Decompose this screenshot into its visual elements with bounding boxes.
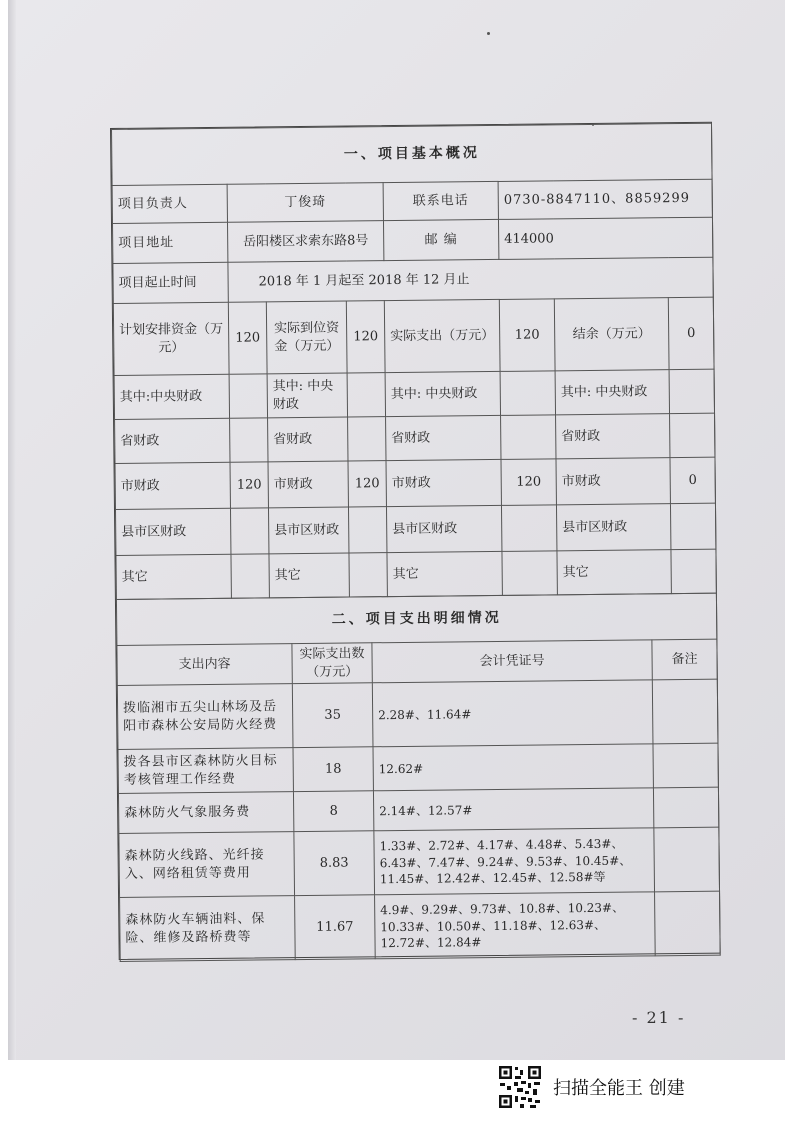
funding-row-value <box>501 415 556 460</box>
expense-note <box>653 743 718 788</box>
expense-content: 森林防火线路、光纤接入、网络租赁等费用 <box>119 832 295 898</box>
funding-row-label: 市财政 <box>268 461 348 508</box>
expense-amount: 8 <box>293 791 373 832</box>
funding-row-value <box>670 503 715 549</box>
postcode-value: 414000 <box>498 217 712 259</box>
funding-row-value <box>349 553 387 597</box>
funding-row-label: 省财政 <box>556 414 670 459</box>
funding-row-label: 其中: 中央财政 <box>267 373 347 418</box>
funding-row-label: 省财政 <box>115 418 230 463</box>
header-content: 支出内容 <box>117 644 292 686</box>
expense-note <box>654 827 720 892</box>
header-note: 备注 <box>652 639 717 680</box>
funding-row-value <box>348 507 386 553</box>
funding-row-value <box>500 371 555 416</box>
funding-row-label: 其中:中央财政 <box>114 374 229 419</box>
funding-row-value <box>501 505 556 552</box>
section1-title: 一、项目基本概况 <box>112 123 713 185</box>
spent-funds-value: 120 <box>499 299 555 372</box>
funding-row-label: 其它 <box>269 553 349 598</box>
table-row <box>118 787 718 833</box>
page-number: - 21 - <box>632 1008 686 1027</box>
balance-label: 结余（万元） <box>554 298 669 371</box>
basic-info-table <box>111 123 717 600</box>
page-edge-shadow <box>8 0 16 1060</box>
table-row <box>120 891 721 961</box>
funding-row-label: 县市区财政 <box>386 505 501 552</box>
funding-row-value <box>229 374 267 418</box>
funding-row-value <box>230 508 268 554</box>
funding-row <box>115 503 715 555</box>
footer-watermark-text: 扫描全能王 创建 <box>553 1078 685 1099</box>
funding-row-value: 120 <box>230 462 268 508</box>
funding-row-value <box>669 369 714 413</box>
funding-row-value <box>348 417 386 461</box>
expense-voucher: 4.9#、9.29#、9.73#、10.8#、10.23#、10.33#、10.50#、11.18#、12.63#、12.72#、12.84# <box>375 892 656 959</box>
header-amount: 实际支出数（万元） <box>292 643 372 684</box>
expense-amount: 11.67 <box>295 895 376 960</box>
funding-row-label: 其中: 中央财政 <box>555 370 669 415</box>
postcode-label: 邮 编 <box>383 219 498 260</box>
table-row <box>119 827 720 897</box>
funding-row-label: 省财政 <box>386 415 501 460</box>
expense-content: 拨临湘市五尖山林场及岳阳市森林公安局防火经费 <box>117 684 293 750</box>
address-label: 项目地址 <box>112 222 227 263</box>
expense-content: 拨各县市区森林防火目标考核管理工作经费 <box>118 748 293 794</box>
expense-voucher: 2.14#、12.57# <box>373 788 653 831</box>
table-row <box>118 743 718 793</box>
planned-funds-value: 120 <box>228 302 267 374</box>
phone-value: 0730-8847110、8859299 <box>498 179 712 219</box>
section2-title: 二、项目支出明细情况 <box>116 593 716 645</box>
funding-row-label: 其它 <box>387 551 502 596</box>
funding-row <box>115 457 715 509</box>
funding-row-label: 县市区财政 <box>115 508 230 555</box>
funding-row-label: 县市区财政 <box>556 504 670 551</box>
funding-row-value: 120 <box>501 459 556 506</box>
funding-row-label: 其中: 中央财政 <box>385 371 500 416</box>
expense-voucher: 12.62# <box>373 744 653 791</box>
funding-row-label: 其它 <box>116 554 231 599</box>
expense-amount: 8.83 <box>294 831 375 896</box>
funding-row-label: 省财政 <box>268 417 348 462</box>
expense-detail-table <box>116 593 721 962</box>
manager-value: 丁俊琦 <box>227 183 383 223</box>
table-row <box>117 679 718 749</box>
qr-code-icon <box>497 1064 543 1110</box>
funding-row-value: 0 <box>670 457 715 503</box>
received-funds-label: 实际到位资金（万元） <box>266 301 347 374</box>
expense-voucher: 1.33#、2.72#、4.17#、4.48#、5.43#、6.43#、7.47#、9.24#、9.53#、10.45#、11.45#、12.42#、12.45#、12.58#等 <box>374 828 655 895</box>
manager-label: 项目负责人 <box>112 184 227 223</box>
funding-row-label: 其它 <box>557 550 671 595</box>
header-voucher: 会计凭证号 <box>372 640 652 683</box>
phone-label: 联系电话 <box>383 181 498 220</box>
period-label: 项目起止时间 <box>113 262 228 303</box>
funding-row-label: 县市区财政 <box>268 507 348 554</box>
funding-row-value <box>231 554 269 598</box>
expense-amount: 18 <box>293 747 373 792</box>
planned-funds-label: 计划安排资金（万元） <box>113 302 229 375</box>
address-value: 岳阳楼区求索东路8号 <box>227 221 383 263</box>
funding-row-label: 市财政 <box>556 458 670 505</box>
funding-row-value <box>670 413 715 457</box>
expense-note <box>653 787 718 828</box>
expense-note <box>652 679 718 744</box>
period-value: 2018 年 1 月起至 2018 年 12 月止 <box>228 257 713 302</box>
project-table-frame <box>110 122 721 960</box>
expense-note <box>655 891 721 956</box>
scan-speck <box>487 32 490 35</box>
expense-content: 森林防火车辆油料、保险、维修及路桥费等 <box>120 896 296 962</box>
funding-row-label: 市财政 <box>386 459 501 506</box>
expense-voucher: 2.28#、11.64# <box>372 680 653 747</box>
funding-row-value <box>230 418 268 462</box>
funding-row <box>115 413 715 463</box>
funding-row-value <box>347 373 385 417</box>
balance-value: 0 <box>668 297 714 369</box>
funding-row-label: 市财政 <box>115 462 230 509</box>
funding-row-value: 120 <box>348 461 386 507</box>
funding-row <box>116 549 716 599</box>
expense-amount: 35 <box>292 683 373 748</box>
funding-row <box>114 369 714 419</box>
expense-content: 森林防火气象服务费 <box>118 792 293 834</box>
spent-funds-label: 实际支出（万元） <box>384 299 500 372</box>
received-funds-value: 120 <box>346 301 385 373</box>
funding-row-value <box>502 551 557 596</box>
funding-row-value <box>671 549 716 593</box>
